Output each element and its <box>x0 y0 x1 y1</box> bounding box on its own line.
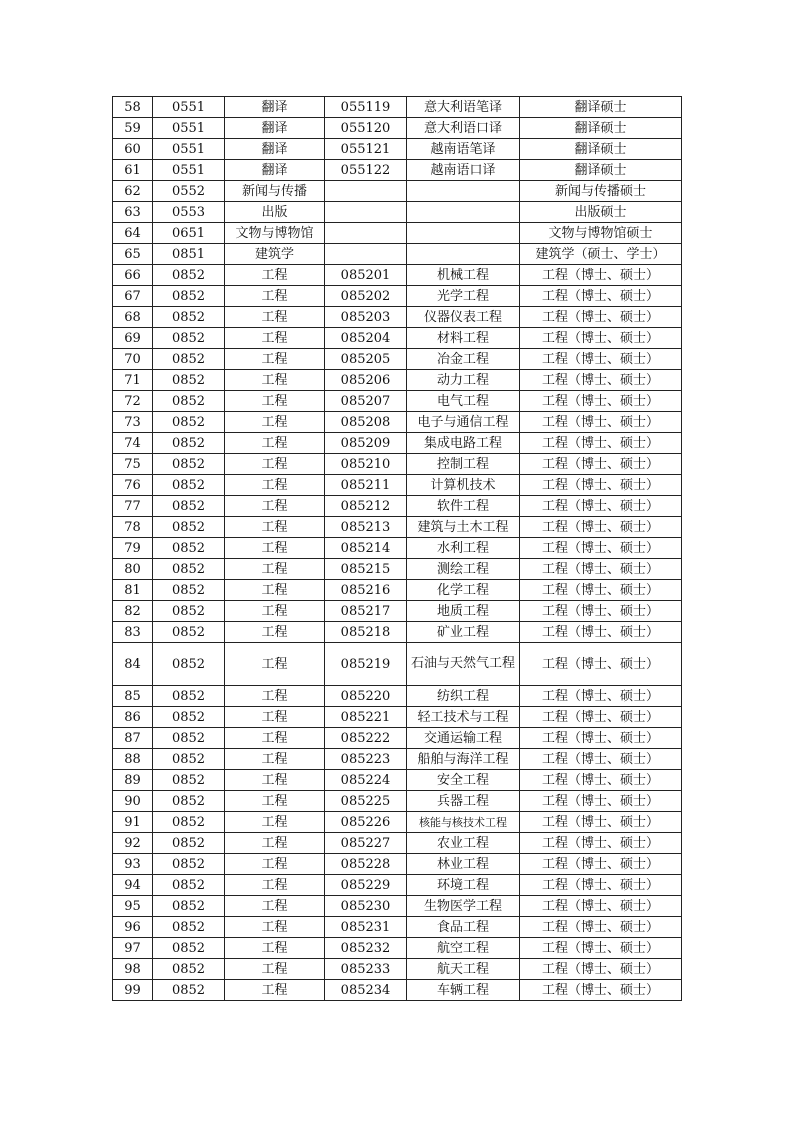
field-code-cell <box>325 181 407 202</box>
category-code-cell: 0551 <box>153 97 225 118</box>
field-code-cell: 055120 <box>325 118 407 139</box>
category-code-cell: 0651 <box>153 223 225 244</box>
field-code-cell: 085224 <box>325 770 407 791</box>
row-number-cell: 67 <box>113 286 153 307</box>
field-name-cell <box>407 181 520 202</box>
category-code-cell: 0852 <box>153 707 225 728</box>
degree-type-cell: 工程（博士、硕士） <box>520 980 682 1001</box>
category-name-cell: 工程 <box>225 812 325 833</box>
field-name-cell: 计算机技术 <box>407 475 520 496</box>
table-row <box>113 391 682 412</box>
category-code-cell: 0852 <box>153 896 225 917</box>
category-name-cell: 工程 <box>225 559 325 580</box>
field-code-cell: 085206 <box>325 370 407 391</box>
field-code-cell: 085222 <box>325 728 407 749</box>
row-number-cell: 89 <box>113 770 153 791</box>
category-name-cell: 出版 <box>225 202 325 223</box>
degree-type-cell: 建筑学（硕士、学士） <box>520 244 682 265</box>
category-name-cell: 工程 <box>225 749 325 770</box>
category-name-cell: 工程 <box>225 896 325 917</box>
table-row <box>113 139 682 160</box>
degree-type-cell: 工程（博士、硕士） <box>520 959 682 980</box>
degree-table <box>112 96 682 1001</box>
table-row <box>113 160 682 181</box>
degree-type-cell: 文物与博物馆硕士 <box>520 223 682 244</box>
field-name-cell <box>407 202 520 223</box>
category-name-cell: 工程 <box>225 517 325 538</box>
degree-type-cell: 工程（博士、硕士） <box>520 812 682 833</box>
field-code-cell: 085219 <box>325 643 407 686</box>
field-name-cell: 林业工程 <box>407 854 520 875</box>
category-code-cell: 0852 <box>153 391 225 412</box>
degree-type-cell: 工程（博士、硕士） <box>520 875 682 896</box>
category-code-cell: 0852 <box>153 370 225 391</box>
field-name-cell: 兵器工程 <box>407 791 520 812</box>
field-name-cell: 地质工程 <box>407 601 520 622</box>
table-row <box>113 812 682 833</box>
field-name-cell: 控制工程 <box>407 454 520 475</box>
degree-type-cell: 工程（博士、硕士） <box>520 938 682 959</box>
table-row <box>113 601 682 622</box>
row-number-cell: 81 <box>113 580 153 601</box>
field-code-cell: 085203 <box>325 307 407 328</box>
row-number-cell: 73 <box>113 412 153 433</box>
field-code-cell: 085217 <box>325 601 407 622</box>
degree-type-cell: 工程（博士、硕士） <box>520 896 682 917</box>
category-code-cell: 0852 <box>153 559 225 580</box>
category-code-cell: 0852 <box>153 265 225 286</box>
field-code-cell: 085211 <box>325 475 407 496</box>
category-code-cell: 0852 <box>153 433 225 454</box>
field-code-cell: 085225 <box>325 791 407 812</box>
degree-type-cell: 工程（博士、硕士） <box>520 833 682 854</box>
degree-type-cell: 工程（博士、硕士） <box>520 686 682 707</box>
table-row <box>113 475 682 496</box>
category-code-cell: 0551 <box>153 160 225 181</box>
degree-type-cell: 翻译硕士 <box>520 160 682 181</box>
table-row <box>113 770 682 791</box>
category-name-cell: 工程 <box>225 959 325 980</box>
field-name-cell: 化学工程 <box>407 580 520 601</box>
table-row <box>113 707 682 728</box>
category-code-cell: 0852 <box>153 875 225 896</box>
degree-type-cell: 工程（博士、硕士） <box>520 601 682 622</box>
field-name-cell: 石油与天然气工程 <box>407 643 520 686</box>
field-name-cell: 动力工程 <box>407 370 520 391</box>
field-code-cell: 085226 <box>325 812 407 833</box>
category-code-cell: 0852 <box>153 412 225 433</box>
category-name-cell: 建筑学 <box>225 244 325 265</box>
row-number-cell: 99 <box>113 980 153 1001</box>
row-number-cell: 58 <box>113 97 153 118</box>
row-number-cell: 78 <box>113 517 153 538</box>
category-code-cell: 0852 <box>153 833 225 854</box>
category-code-cell: 0852 <box>153 938 225 959</box>
table-row <box>113 622 682 643</box>
field-name-cell: 矿业工程 <box>407 622 520 643</box>
row-number-cell: 63 <box>113 202 153 223</box>
category-name-cell: 工程 <box>225 370 325 391</box>
field-name-cell: 电气工程 <box>407 391 520 412</box>
field-code-cell: 085202 <box>325 286 407 307</box>
table-row <box>113 938 682 959</box>
degree-type-cell: 工程（博士、硕士） <box>520 433 682 454</box>
row-number-cell: 70 <box>113 349 153 370</box>
table-row <box>113 181 682 202</box>
table-row <box>113 265 682 286</box>
degree-type-cell: 翻译硕士 <box>520 97 682 118</box>
row-number-cell: 98 <box>113 959 153 980</box>
table-row <box>113 349 682 370</box>
table-row <box>113 202 682 223</box>
category-code-cell: 0852 <box>153 349 225 370</box>
degree-type-cell: 工程（博士、硕士） <box>520 412 682 433</box>
row-number-cell: 86 <box>113 707 153 728</box>
table-row <box>113 896 682 917</box>
degree-type-cell: 工程（博士、硕士） <box>520 328 682 349</box>
category-name-cell: 工程 <box>225 475 325 496</box>
degree-type-cell: 工程（博士、硕士） <box>520 854 682 875</box>
category-name-cell: 工程 <box>225 391 325 412</box>
field-code-cell: 085227 <box>325 833 407 854</box>
category-name-cell: 工程 <box>225 707 325 728</box>
category-name-cell: 工程 <box>225 286 325 307</box>
field-name-cell: 纺织工程 <box>407 686 520 707</box>
field-name-cell: 软件工程 <box>407 496 520 517</box>
category-name-cell: 工程 <box>225 917 325 938</box>
row-number-cell: 62 <box>113 181 153 202</box>
field-name-cell: 冶金工程 <box>407 349 520 370</box>
field-name-cell: 集成电路工程 <box>407 433 520 454</box>
category-name-cell: 工程 <box>225 412 325 433</box>
row-number-cell: 80 <box>113 559 153 580</box>
category-code-cell: 0852 <box>153 643 225 686</box>
table-row <box>113 328 682 349</box>
table-row <box>113 728 682 749</box>
category-code-cell: 0852 <box>153 791 225 812</box>
table-row <box>113 580 682 601</box>
category-name-cell: 工程 <box>225 686 325 707</box>
category-name-cell: 工程 <box>225 791 325 812</box>
row-number-cell: 76 <box>113 475 153 496</box>
field-code-cell: 085204 <box>325 328 407 349</box>
category-name-cell: 文物与博物馆 <box>225 223 325 244</box>
category-name-cell: 工程 <box>225 854 325 875</box>
category-code-cell: 0551 <box>153 118 225 139</box>
degree-type-cell: 工程（博士、硕士） <box>520 265 682 286</box>
category-code-cell: 0852 <box>153 475 225 496</box>
degree-type-cell: 工程（博士、硕士） <box>520 622 682 643</box>
field-name-cell: 轻工技术与工程 <box>407 707 520 728</box>
table-row <box>113 412 682 433</box>
field-name-cell: 车辆工程 <box>407 980 520 1001</box>
row-number-cell: 83 <box>113 622 153 643</box>
field-code-cell: 085216 <box>325 580 407 601</box>
row-number-cell: 77 <box>113 496 153 517</box>
category-code-cell: 0852 <box>153 307 225 328</box>
table-row <box>113 875 682 896</box>
field-name-cell: 航天工程 <box>407 959 520 980</box>
degree-type-cell: 工程（博士、硕士） <box>520 286 682 307</box>
field-code-cell: 085209 <box>325 433 407 454</box>
category-code-cell: 0852 <box>153 770 225 791</box>
table-row <box>113 433 682 454</box>
field-name-cell: 船舶与海洋工程 <box>407 749 520 770</box>
row-number-cell: 84 <box>113 643 153 686</box>
degree-type-cell: 工程（博士、硕士） <box>520 307 682 328</box>
row-number-cell: 69 <box>113 328 153 349</box>
degree-type-cell: 工程（博士、硕士） <box>520 707 682 728</box>
field-name-cell: 航空工程 <box>407 938 520 959</box>
category-code-cell: 0552 <box>153 181 225 202</box>
row-number-cell: 94 <box>113 875 153 896</box>
field-name-cell: 建筑与土木工程 <box>407 517 520 538</box>
row-number-cell: 96 <box>113 917 153 938</box>
category-name-cell: 工程 <box>225 643 325 686</box>
field-name-cell: 仪器仪表工程 <box>407 307 520 328</box>
field-code-cell <box>325 244 407 265</box>
field-name-cell: 交通运输工程 <box>407 728 520 749</box>
field-code-cell: 085214 <box>325 538 407 559</box>
field-name-cell: 测绘工程 <box>407 559 520 580</box>
degree-type-cell: 工程（博士、硕士） <box>520 454 682 475</box>
category-name-cell: 工程 <box>225 601 325 622</box>
field-name-cell: 生物医学工程 <box>407 896 520 917</box>
category-name-cell: 工程 <box>225 454 325 475</box>
category-code-cell: 0852 <box>153 454 225 475</box>
field-code-cell: 085230 <box>325 896 407 917</box>
category-code-cell: 0852 <box>153 286 225 307</box>
field-code-cell: 085223 <box>325 749 407 770</box>
row-number-cell: 87 <box>113 728 153 749</box>
field-name-cell: 环境工程 <box>407 875 520 896</box>
degree-type-cell: 工程（博士、硕士） <box>520 496 682 517</box>
degree-type-cell: 新闻与传播硕士 <box>520 181 682 202</box>
row-number-cell: 88 <box>113 749 153 770</box>
category-code-cell: 0852 <box>153 686 225 707</box>
category-code-cell: 0852 <box>153 812 225 833</box>
table-row <box>113 980 682 1001</box>
category-name-cell: 工程 <box>225 265 325 286</box>
row-number-cell: 66 <box>113 265 153 286</box>
table-row <box>113 959 682 980</box>
table-row <box>113 917 682 938</box>
degree-type-cell: 工程（博士、硕士） <box>520 349 682 370</box>
category-name-cell: 工程 <box>225 728 325 749</box>
degree-type-cell: 工程（博士、硕士） <box>520 791 682 812</box>
category-name-cell: 工程 <box>225 875 325 896</box>
category-code-cell: 0852 <box>153 580 225 601</box>
table-row <box>113 643 682 686</box>
category-code-cell: 0852 <box>153 749 225 770</box>
category-code-cell: 0852 <box>153 917 225 938</box>
category-code-cell: 0852 <box>153 496 225 517</box>
category-code-cell: 0553 <box>153 202 225 223</box>
field-code-cell: 055119 <box>325 97 407 118</box>
field-code-cell: 085218 <box>325 622 407 643</box>
category-code-cell: 0852 <box>153 328 225 349</box>
field-code-cell: 085208 <box>325 412 407 433</box>
category-code-cell: 0852 <box>153 622 225 643</box>
category-code-cell: 0852 <box>153 517 225 538</box>
field-name-cell: 机械工程 <box>407 265 520 286</box>
row-number-cell: 74 <box>113 433 153 454</box>
degree-type-cell: 工程（博士、硕士） <box>520 391 682 412</box>
field-code-cell: 085213 <box>325 517 407 538</box>
table-row <box>113 517 682 538</box>
field-code-cell: 085234 <box>325 980 407 1001</box>
field-code-cell: 085215 <box>325 559 407 580</box>
table-row <box>113 307 682 328</box>
field-code-cell: 085233 <box>325 959 407 980</box>
field-name-cell: 意大利语笔译 <box>407 97 520 118</box>
category-name-cell: 翻译 <box>225 118 325 139</box>
degree-type-cell: 工程（博士、硕士） <box>520 538 682 559</box>
table-row <box>113 538 682 559</box>
field-code-cell: 055121 <box>325 139 407 160</box>
field-code-cell: 085231 <box>325 917 407 938</box>
row-number-cell: 65 <box>113 244 153 265</box>
row-number-cell: 82 <box>113 601 153 622</box>
field-name-cell <box>407 223 520 244</box>
degree-type-cell: 工程（博士、硕士） <box>520 559 682 580</box>
field-code-cell: 085212 <box>325 496 407 517</box>
category-name-cell: 工程 <box>225 307 325 328</box>
field-name-cell: 越南语口译 <box>407 160 520 181</box>
table-row <box>113 244 682 265</box>
table-row <box>113 454 682 475</box>
degree-type-cell: 工程（博士、硕士） <box>520 370 682 391</box>
table-row <box>113 833 682 854</box>
row-number-cell: 95 <box>113 896 153 917</box>
row-number-cell: 91 <box>113 812 153 833</box>
category-code-cell: 0851 <box>153 244 225 265</box>
table-row <box>113 223 682 244</box>
field-name-cell: 安全工程 <box>407 770 520 791</box>
degree-type-cell: 工程（博士、硕士） <box>520 643 682 686</box>
category-name-cell: 工程 <box>225 349 325 370</box>
category-name-cell: 工程 <box>225 496 325 517</box>
table-row <box>113 97 682 118</box>
degree-type-cell: 工程（博士、硕士） <box>520 580 682 601</box>
degree-type-cell: 工程（博士、硕士） <box>520 517 682 538</box>
category-code-cell: 0852 <box>153 854 225 875</box>
category-code-cell: 0852 <box>153 601 225 622</box>
category-code-cell: 0852 <box>153 728 225 749</box>
field-code-cell: 085232 <box>325 938 407 959</box>
category-name-cell: 工程 <box>225 328 325 349</box>
field-code-cell: 055122 <box>325 160 407 181</box>
table-row <box>113 749 682 770</box>
table-row <box>113 118 682 139</box>
table-row <box>113 370 682 391</box>
row-number-cell: 93 <box>113 854 153 875</box>
category-name-cell: 工程 <box>225 622 325 643</box>
field-code-cell: 085205 <box>325 349 407 370</box>
row-number-cell: 75 <box>113 454 153 475</box>
category-name-cell: 翻译 <box>225 97 325 118</box>
row-number-cell: 79 <box>113 538 153 559</box>
degree-type-cell: 翻译硕士 <box>520 139 682 160</box>
table-body <box>113 97 682 1001</box>
field-name-cell: 电子与通信工程 <box>407 412 520 433</box>
field-code-cell: 085210 <box>325 454 407 475</box>
row-number-cell: 71 <box>113 370 153 391</box>
field-name-cell: 意大利语口译 <box>407 118 520 139</box>
category-name-cell: 工程 <box>225 938 325 959</box>
field-name-cell: 食品工程 <box>407 917 520 938</box>
field-name-cell: 核能与核技术工程 <box>407 812 520 833</box>
field-name-cell: 越南语笔译 <box>407 139 520 160</box>
category-name-cell: 翻译 <box>225 139 325 160</box>
degree-type-cell: 工程（博士、硕士） <box>520 770 682 791</box>
field-name-cell: 农业工程 <box>407 833 520 854</box>
table-row <box>113 791 682 812</box>
table-row <box>113 854 682 875</box>
row-number-cell: 90 <box>113 791 153 812</box>
category-code-cell: 0551 <box>153 139 225 160</box>
field-code-cell <box>325 223 407 244</box>
degree-type-cell: 工程（博士、硕士） <box>520 475 682 496</box>
row-number-cell: 92 <box>113 833 153 854</box>
field-code-cell: 085220 <box>325 686 407 707</box>
table-row <box>113 286 682 307</box>
row-number-cell: 60 <box>113 139 153 160</box>
row-number-cell: 68 <box>113 307 153 328</box>
field-name-cell <box>407 244 520 265</box>
category-code-cell: 0852 <box>153 980 225 1001</box>
category-name-cell: 新闻与传播 <box>225 181 325 202</box>
degree-type-cell: 翻译硕士 <box>520 118 682 139</box>
category-name-cell: 工程 <box>225 580 325 601</box>
row-number-cell: 61 <box>113 160 153 181</box>
row-number-cell: 85 <box>113 686 153 707</box>
row-number-cell: 64 <box>113 223 153 244</box>
row-number-cell: 59 <box>113 118 153 139</box>
degree-type-cell: 出版硕士 <box>520 202 682 223</box>
degree-type-cell: 工程（博士、硕士） <box>520 728 682 749</box>
category-code-cell: 0852 <box>153 959 225 980</box>
row-number-cell: 72 <box>113 391 153 412</box>
field-name-cell: 光学工程 <box>407 286 520 307</box>
category-name-cell: 翻译 <box>225 160 325 181</box>
field-code-cell: 085229 <box>325 875 407 896</box>
degree-type-cell: 工程（博士、硕士） <box>520 749 682 770</box>
row-number-cell: 97 <box>113 938 153 959</box>
table-row <box>113 686 682 707</box>
field-code-cell: 085201 <box>325 265 407 286</box>
field-code-cell: 085221 <box>325 707 407 728</box>
table-row <box>113 559 682 580</box>
category-code-cell: 0852 <box>153 538 225 559</box>
field-name-cell: 水利工程 <box>407 538 520 559</box>
field-code-cell <box>325 202 407 223</box>
table-row <box>113 496 682 517</box>
category-name-cell: 工程 <box>225 833 325 854</box>
degree-type-cell: 工程（博士、硕士） <box>520 917 682 938</box>
category-name-cell: 工程 <box>225 980 325 1001</box>
category-name-cell: 工程 <box>225 770 325 791</box>
category-name-cell: 工程 <box>225 433 325 454</box>
field-name-cell: 材料工程 <box>407 328 520 349</box>
category-name-cell: 工程 <box>225 538 325 559</box>
field-code-cell: 085228 <box>325 854 407 875</box>
field-code-cell: 085207 <box>325 391 407 412</box>
